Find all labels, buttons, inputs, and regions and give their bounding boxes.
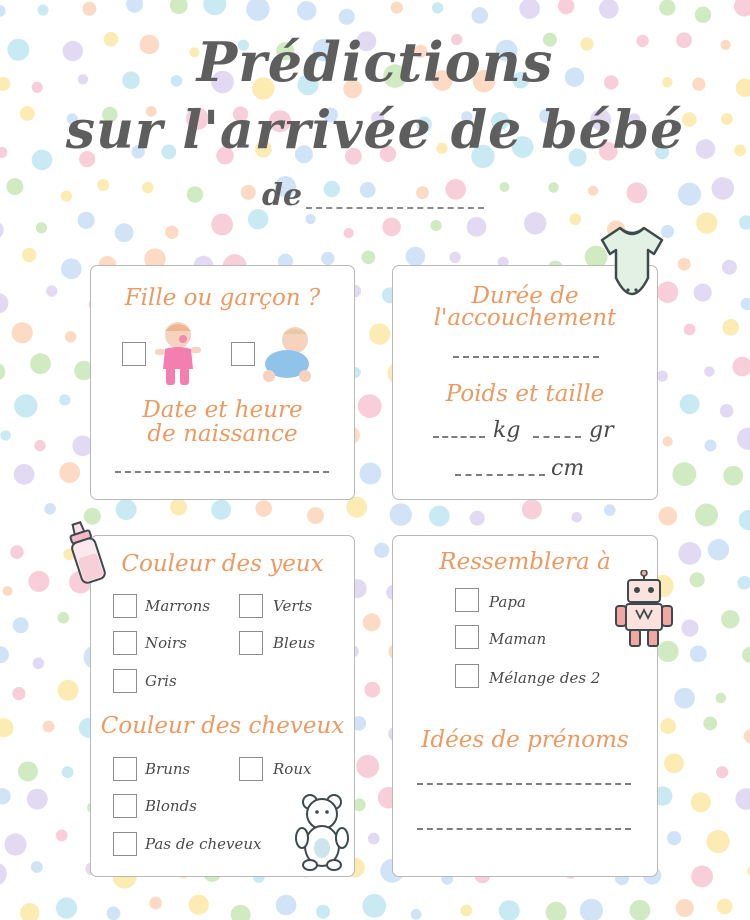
background-dot xyxy=(20,903,40,920)
background-dot xyxy=(187,186,203,202)
background-dot xyxy=(744,729,750,743)
eye-option-checkbox[interactable] xyxy=(113,594,137,618)
gender-card xyxy=(90,265,355,500)
background-dot xyxy=(664,754,684,774)
background-dot xyxy=(31,861,43,873)
background-dot xyxy=(61,259,82,280)
duration-title-line1: Durée de xyxy=(471,283,579,309)
background-dot xyxy=(374,543,389,558)
duration-card xyxy=(392,265,658,500)
background-dot xyxy=(0,221,4,239)
background-dot xyxy=(737,576,750,590)
background-dot xyxy=(59,462,80,483)
background-dot xyxy=(449,252,460,263)
eye-option-checkbox[interactable] xyxy=(239,631,263,655)
name-idea-line[interactable] xyxy=(417,828,631,830)
resemble-option-label: Papa xyxy=(489,593,526,611)
hair-option-checkbox[interactable] xyxy=(239,757,263,781)
names-title: Idées de prénoms xyxy=(421,727,629,753)
background-dot xyxy=(231,905,251,920)
background-dot xyxy=(358,394,382,418)
background-dot xyxy=(14,464,35,485)
background-dot xyxy=(360,182,376,198)
background-dot xyxy=(739,510,750,530)
background-dot xyxy=(548,182,558,192)
resemble-option-checkbox[interactable] xyxy=(455,588,479,612)
eye-option-checkbox[interactable] xyxy=(113,669,137,693)
background-dot xyxy=(737,428,750,450)
background-dot xyxy=(391,2,403,14)
background-dot xyxy=(558,0,574,14)
background-dot xyxy=(691,866,713,888)
gr-unit: gr xyxy=(589,418,614,443)
background-dot xyxy=(678,183,701,206)
background-dot xyxy=(307,507,324,524)
resemble-title: Ressemblera à xyxy=(439,549,611,575)
duration-title-line2: l'accouchement xyxy=(433,305,617,331)
background-dot xyxy=(721,610,739,628)
background-dot xyxy=(732,357,750,377)
background-dot xyxy=(695,504,718,527)
onesie-icon xyxy=(600,224,664,298)
background-dot xyxy=(116,499,137,520)
background-dot xyxy=(0,862,7,885)
background-dot xyxy=(369,324,390,345)
background-dot xyxy=(657,371,668,382)
background-dot xyxy=(58,680,79,701)
duration-blank-line[interactable] xyxy=(453,356,599,358)
eye-option-label: Verts xyxy=(273,597,313,615)
background-dot xyxy=(703,717,717,731)
hair-option-label: Blonds xyxy=(145,797,197,815)
background-dot xyxy=(170,499,187,516)
date-title-line1: Date et heure xyxy=(142,397,303,423)
background-dot xyxy=(0,788,11,804)
background-dot xyxy=(627,182,648,203)
eye-option-checkbox[interactable] xyxy=(239,594,263,618)
background-dot xyxy=(684,324,696,336)
background-dot xyxy=(0,646,9,663)
page-title-line1: Prédictions xyxy=(196,30,554,94)
gr-blank-line[interactable] xyxy=(533,436,581,438)
date-blank-line[interactable] xyxy=(115,471,329,473)
background-dot xyxy=(65,331,76,342)
background-dot xyxy=(4,833,26,855)
background-dot xyxy=(676,899,694,917)
background-dot xyxy=(3,586,13,596)
background-dot xyxy=(690,646,707,663)
background-dot xyxy=(667,831,681,845)
background-dot xyxy=(10,545,24,559)
background-dot xyxy=(44,503,56,515)
date-title-line2: de naissance xyxy=(147,421,298,447)
resemble-option-checkbox[interactable] xyxy=(455,625,479,649)
background-dot xyxy=(360,463,382,485)
background-dot xyxy=(82,2,96,16)
background-dot xyxy=(712,177,735,200)
background-dot xyxy=(12,322,33,343)
background-dot xyxy=(659,507,678,526)
background-dot xyxy=(276,895,297,916)
eyes-title: Couleur des yeux xyxy=(121,551,324,577)
background-dot xyxy=(61,191,72,202)
background-dot xyxy=(27,789,48,810)
background-dot xyxy=(704,366,714,376)
background-dot xyxy=(56,897,77,918)
resemble-option-label: Maman xyxy=(489,630,547,648)
background-dot xyxy=(659,0,675,16)
background-dot xyxy=(28,571,49,592)
background-dot xyxy=(588,186,598,196)
eye-option-label: Noirs xyxy=(145,634,187,652)
background-dot xyxy=(34,440,45,451)
background-dot xyxy=(382,218,401,237)
background-dot xyxy=(431,220,442,231)
background-dot xyxy=(14,394,37,417)
background-dot xyxy=(107,907,121,920)
background-dot xyxy=(30,353,51,374)
background-dot xyxy=(346,497,367,518)
gender-title: Fille ou garçon ? xyxy=(124,285,321,311)
background-dot xyxy=(580,899,603,920)
background-dot xyxy=(741,298,750,310)
background-dot xyxy=(297,1,316,20)
background-dot xyxy=(211,214,233,236)
background-dot xyxy=(432,2,443,13)
hair-title: Couleur des cheveux xyxy=(100,713,345,739)
eye-option-label: Gris xyxy=(145,672,177,690)
cm-blank-line[interactable] xyxy=(455,474,545,476)
teddy-bear-icon xyxy=(290,792,354,872)
background-dot xyxy=(472,7,489,24)
background-dot xyxy=(364,682,380,698)
background-dot xyxy=(255,500,272,517)
background-dot xyxy=(33,658,45,670)
background-dot xyxy=(708,539,729,560)
background-dot xyxy=(22,248,36,262)
background-dot xyxy=(18,761,38,781)
background-dot xyxy=(170,0,188,14)
background-dot xyxy=(321,252,334,265)
background-dot xyxy=(344,228,354,238)
background-dot xyxy=(742,647,750,663)
background-dot xyxy=(467,217,487,237)
background-dot xyxy=(705,440,717,452)
background-dot xyxy=(416,186,429,199)
background-dot xyxy=(695,7,711,23)
background-dot xyxy=(470,511,485,526)
background-dot xyxy=(694,284,712,302)
background-dot xyxy=(691,792,711,812)
baby-girl-icon xyxy=(153,319,203,387)
background-dot xyxy=(368,833,380,845)
background-dot xyxy=(660,718,676,734)
background-dot xyxy=(59,394,70,405)
background-dot xyxy=(362,894,386,918)
background-dot xyxy=(305,214,315,224)
background-dot xyxy=(673,462,697,486)
robot-icon xyxy=(614,570,674,652)
background-dot xyxy=(499,182,509,192)
background-dot xyxy=(362,250,376,264)
eye-option-checkbox[interactable] xyxy=(113,631,137,655)
background-dot xyxy=(630,900,651,920)
background-dot xyxy=(734,0,750,17)
background-dot xyxy=(97,179,109,191)
background-dot xyxy=(356,755,379,778)
baby-boy-icon xyxy=(259,324,319,384)
boy-checkbox[interactable] xyxy=(231,342,255,366)
eye-option-label: Bleus xyxy=(273,634,316,652)
name-blank-line[interactable] xyxy=(306,207,484,209)
background-dot xyxy=(720,404,734,418)
background-dot xyxy=(716,693,727,704)
hair-option-label: Bruns xyxy=(145,760,191,778)
background-dot xyxy=(696,213,717,234)
background-dot xyxy=(739,215,750,229)
background-dot xyxy=(36,222,47,233)
background-dot xyxy=(735,788,750,810)
background-dot xyxy=(681,620,698,637)
background-dot xyxy=(6,178,23,195)
background-dot xyxy=(690,572,705,587)
background-dot xyxy=(678,542,701,565)
background-dot xyxy=(663,436,673,446)
background-dot xyxy=(716,766,728,778)
background-dot xyxy=(149,897,162,910)
background-dot xyxy=(429,506,450,527)
page-title-line2: sur l'arrivée de bébé xyxy=(65,100,685,161)
background-dot xyxy=(78,212,95,229)
hair-option-checkbox[interactable] xyxy=(113,794,137,818)
background-dot xyxy=(674,688,695,709)
background-dot xyxy=(499,900,520,920)
background-dot xyxy=(519,0,540,19)
cm-unit: cm xyxy=(551,456,585,481)
background-dot xyxy=(406,247,426,267)
eye-option-label: Marrons xyxy=(145,597,211,615)
background-dot xyxy=(411,909,422,920)
name-idea-line[interactable] xyxy=(417,783,631,785)
background-dot xyxy=(211,500,231,520)
background-dot xyxy=(324,181,340,197)
background-dot xyxy=(680,394,700,414)
background-dot xyxy=(678,258,691,271)
background-dot xyxy=(0,363,5,381)
background-dot xyxy=(524,212,546,234)
hair-option-label: Pas de cheveux xyxy=(145,835,262,853)
background-dot xyxy=(58,612,70,624)
kg-unit: kg xyxy=(493,418,521,443)
background-dot xyxy=(599,0,619,19)
background-dot xyxy=(722,260,737,275)
background-dot xyxy=(707,830,730,853)
background-dot xyxy=(56,830,68,842)
background-dot xyxy=(717,899,733,915)
de-label: de xyxy=(262,178,303,213)
hair-option-label: Roux xyxy=(273,760,312,778)
background-dot xyxy=(571,512,582,523)
background-dot xyxy=(142,182,153,193)
background-dot xyxy=(0,293,8,313)
background-dot xyxy=(126,0,143,13)
background-dot xyxy=(46,285,57,296)
background-dot xyxy=(363,613,381,631)
girl-checkbox[interactable] xyxy=(122,342,146,366)
background-dot xyxy=(115,223,134,242)
background-dot xyxy=(13,617,29,633)
background-dot xyxy=(241,185,256,200)
resemble-option-checkbox[interactable] xyxy=(455,664,479,688)
background-dot xyxy=(38,5,49,16)
background-dot xyxy=(522,499,542,519)
background-dot xyxy=(246,0,269,21)
background-dot xyxy=(445,179,466,200)
background-dot xyxy=(546,902,567,920)
background-dot xyxy=(0,718,14,737)
background-dot xyxy=(722,319,739,336)
background-dot xyxy=(43,721,55,733)
background-dot xyxy=(12,687,25,700)
hair-option-checkbox[interactable] xyxy=(113,832,137,856)
resemble-option-label: Mélange des 2 xyxy=(489,669,601,687)
background-dot xyxy=(316,905,330,919)
background-dot xyxy=(62,766,74,778)
weight-title: Poids et taille xyxy=(445,381,605,407)
background-dot xyxy=(390,503,412,525)
background-dot xyxy=(339,9,355,25)
background-dot xyxy=(723,466,743,486)
background-dot xyxy=(569,213,581,225)
kg-blank-line[interactable] xyxy=(433,436,485,438)
background-dot xyxy=(189,895,209,915)
background-dot xyxy=(0,5,6,17)
background-dot xyxy=(604,504,616,516)
background-dot xyxy=(203,0,226,15)
background-dot xyxy=(0,430,10,440)
background-dot xyxy=(461,905,473,917)
hair-option-checkbox[interactable] xyxy=(113,757,137,781)
background-dot xyxy=(165,226,178,239)
